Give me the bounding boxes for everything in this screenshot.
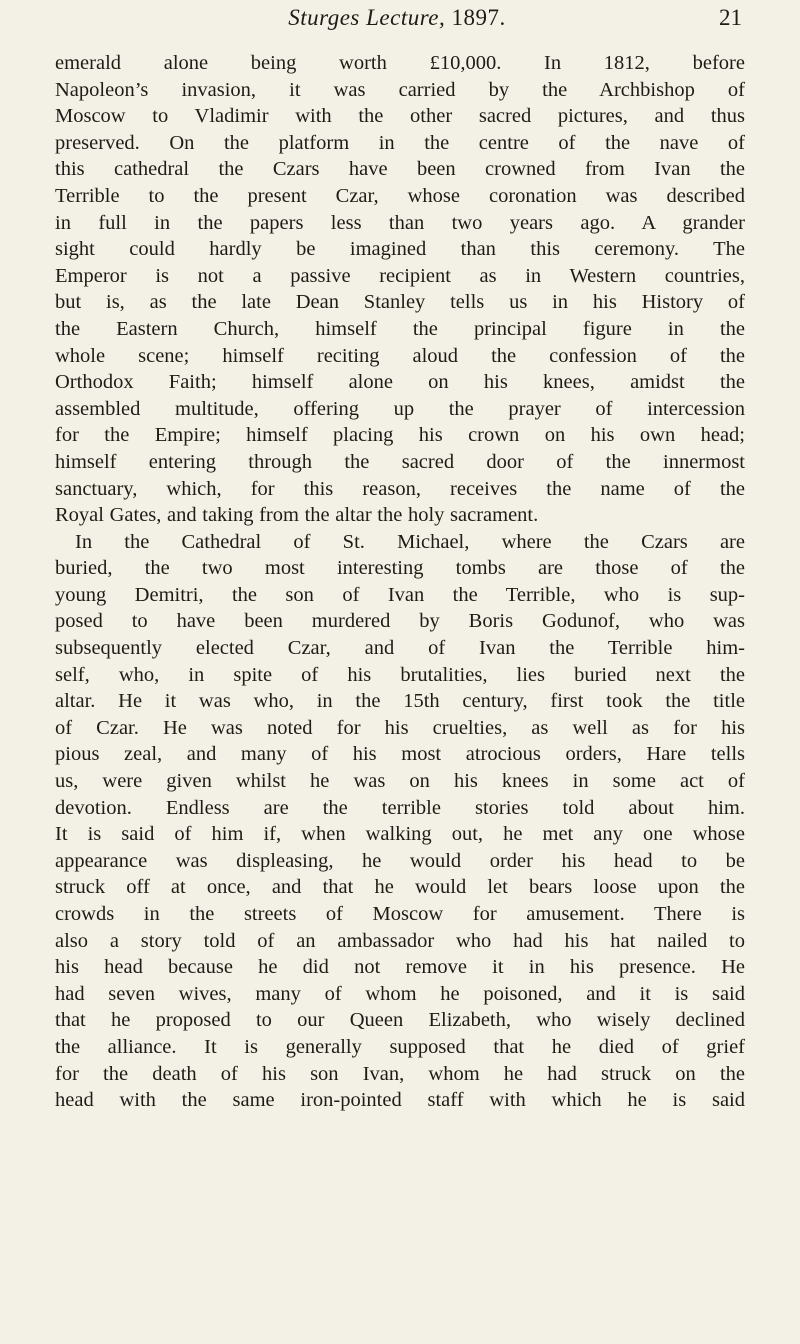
- text-line-paragraph-end: Royal Gates, and taking from the altar the holy sacrament.: [55, 504, 539, 527]
- text-line: in full in the papers less than two years ago. A grander: [55, 211, 745, 234]
- text-line: preserved. On the platform in the centre of the nave of: [55, 131, 745, 154]
- text-line: the Eastern Church, himself the principal figure in the: [55, 317, 745, 340]
- text-line: It is said of him if, when walking out, he met any one whose: [55, 823, 745, 846]
- text-line: himself entering through the sacred door of the innermost: [55, 450, 745, 473]
- text-line: devotion. Endless are the terrible stories told about him.: [55, 796, 745, 819]
- text-line: of Czar. He was noted for his cruelties, as well as for his: [55, 716, 745, 739]
- text-line: the alliance. It is generally supposed that he died of grief: [55, 1035, 745, 1058]
- text-line: Napoleon’s invasion, it was carried by the Archbishop of: [55, 78, 745, 101]
- text-line: us, were given whilst he was on his knees in some act of: [55, 770, 745, 793]
- text-line: subsequently elected Czar, and of Ivan the Terrible him-: [55, 637, 745, 660]
- text-line: altar. He it was who, in the 15th century, first took the title: [55, 690, 745, 713]
- text-line: emerald alone being worth £10,000. In 1812, before: [55, 52, 745, 74]
- text-line: Emperor is not a passive recipient as in Western countries,: [55, 264, 745, 287]
- text-line: assembled multitude, offering up the prayer of intercession: [55, 397, 745, 420]
- running-title-lecture: Sturges Lecture,: [288, 5, 446, 30]
- text-line: this cathedral the Czars have been crowned from Ivan the: [55, 158, 745, 181]
- text-line: crowds in the streets of Moscow for amusement. There is: [55, 903, 745, 925]
- text-line: sanctuary, which, for this reason, receives the name of the: [55, 477, 745, 500]
- text-line: Moscow to Vladimir with the other sacred pictures, and thus: [55, 105, 745, 128]
- page-header: [52, 5, 742, 35]
- text-line: buried, the two most interesting tombs are those of the: [55, 557, 745, 580]
- text-line: that he proposed to our Queen Elizabeth, who wisely declined: [55, 1009, 745, 1032]
- text-line: posed to have been murdered by Boris Godunof, who was: [55, 610, 745, 633]
- text-line: also a story told of an ambassador who had his hat nailed to: [55, 929, 745, 952]
- body-text: [55, 50, 745, 1114]
- text-line: had seven wives, many of whom he poisoned, and it is said: [55, 982, 745, 1005]
- text-line: but is, as the late Dean Stanley tells us in his History of: [55, 291, 745, 314]
- text-line: Orthodox Faith; himself alone on his knees, amidst the: [55, 371, 745, 394]
- text-line: for the Empire; himself placing his crown on his own head;: [55, 424, 745, 447]
- text-line: sight could hardly be imagined than this ceremony. The: [55, 238, 745, 261]
- text-line-paragraph-start: In the Cathedral of St. Michael, where the Czars are: [75, 530, 745, 553]
- text-line: appearance was displeasing, he would order his head to be: [55, 849, 745, 872]
- page-number: 21: [719, 5, 742, 30]
- text-line: Terrible to the present Czar, whose coronation was described: [55, 184, 745, 207]
- text-line: pious zeal, and many of his most atrocious orders, Hare tells: [55, 743, 745, 766]
- text-line: whole scene; himself reciting aloud the confession of the: [55, 344, 745, 367]
- text-line: head with the same iron-pointed staff with which he is said: [55, 1089, 745, 1112]
- running-title-year: 1897.: [451, 5, 506, 30]
- text-line: for the death of his son Ivan, whom he had struck on the: [55, 1062, 745, 1085]
- text-line: his head because he did not remove it in his presence. He: [55, 956, 745, 979]
- text-line: young Demitri, the son of Ivan the Terrible, who is sup-: [55, 583, 745, 606]
- running-title: [52, 5, 742, 31]
- text-line: self, who, in spite of his brutalities, lies buried next the: [55, 663, 745, 686]
- text-line: struck off at once, and that he would let bears loose upon the: [55, 876, 745, 899]
